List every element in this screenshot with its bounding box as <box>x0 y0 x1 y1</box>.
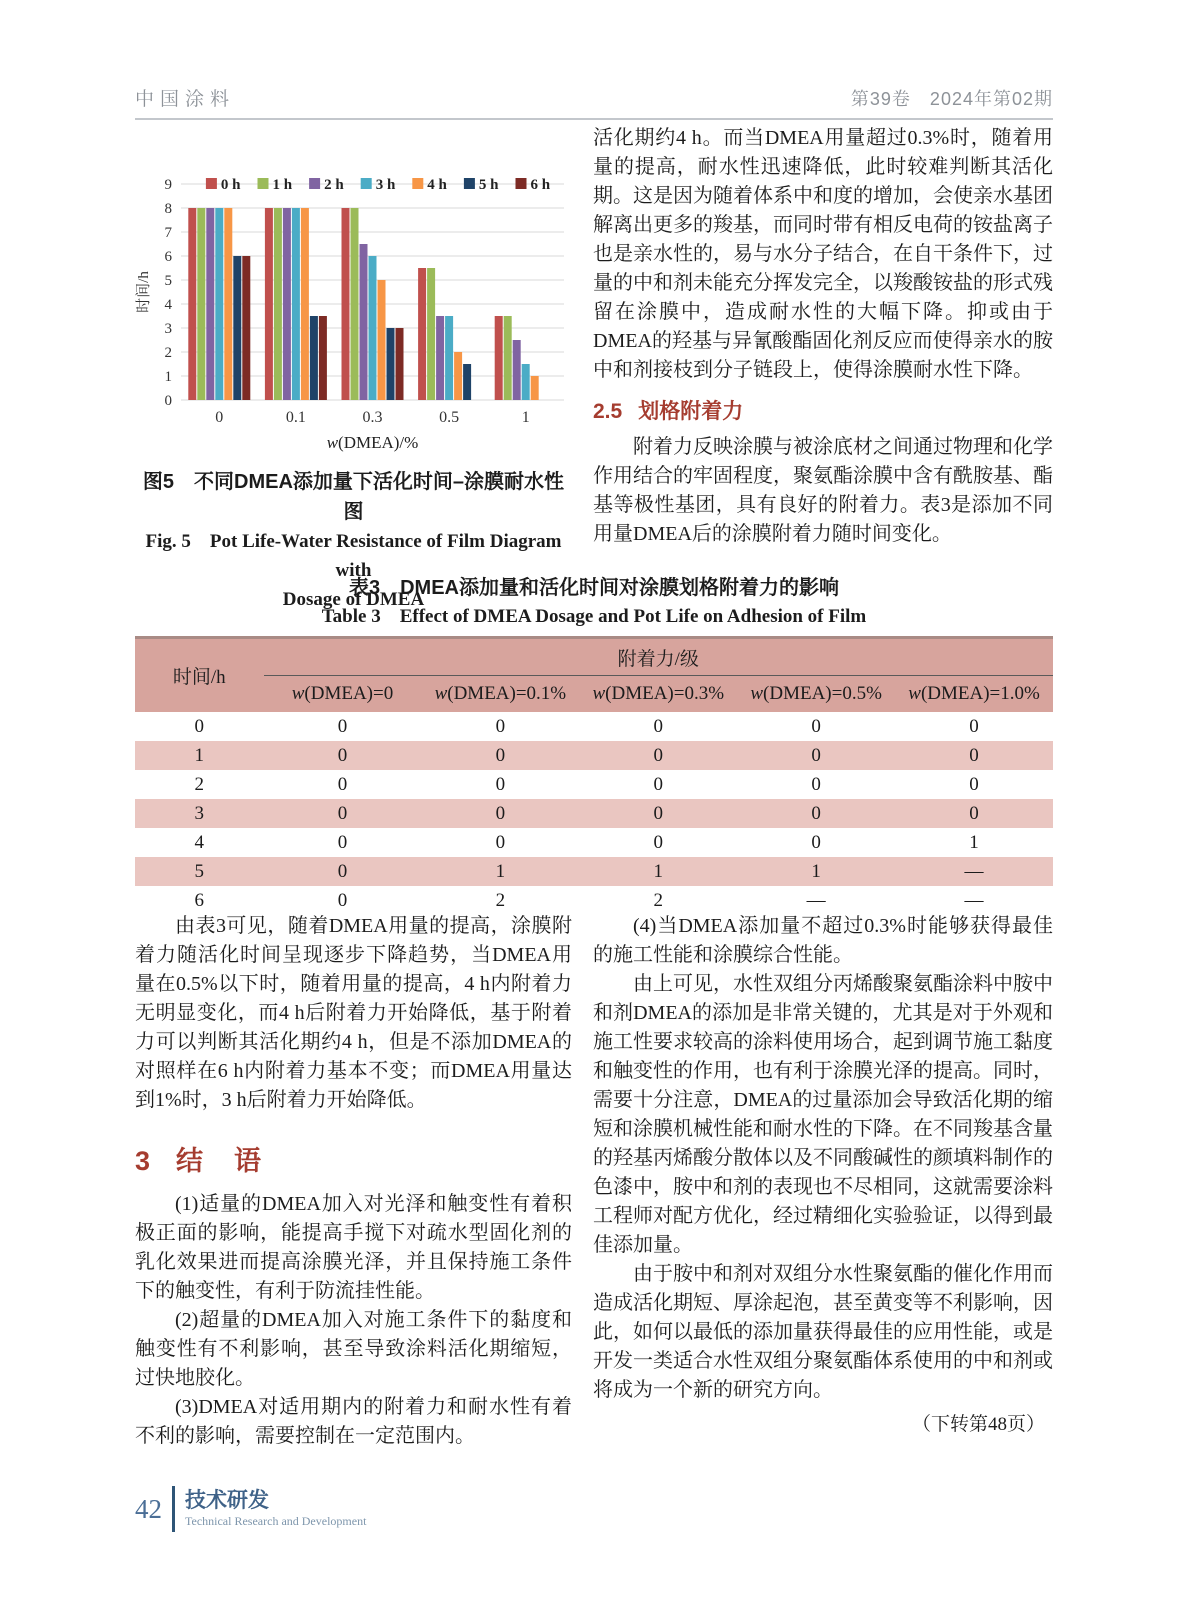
table-cell: 3 <box>194 802 204 824</box>
figure5-block <box>135 168 572 614</box>
bar-1h-cat0 <box>197 208 205 400</box>
paragraph-table3-discussion: 由表3可见，随着DMEA用量的提高，涂膜附着力随活化时间呈现逐步下降趋势，当DMEA用量在0.5%以下时，随着用量的提高，4 h内附着力无明显变化，而4 h后附着力开始降低，基于附着力可以判断其活化期约4 h，但是不添加DMEA的对照样在6 h内附着力基本不变；而DMEA用量达到1%时，3 h后附着力开始降低。 <box>135 915 572 1111</box>
footer-column <box>185 1489 366 1529</box>
x-tick-label: 0.5 <box>439 409 460 426</box>
table-cell: 0 <box>337 831 348 853</box>
bar-4h-cat4 <box>531 376 539 400</box>
table-cell: 0 <box>495 802 506 824</box>
table-cell: 4 <box>194 831 204 853</box>
table-cell: 0 <box>811 802 821 824</box>
paragraph-adhesion-intro: 附着力反映涂膜与被涂底材之间通过物理和化学作用结合的牢固程度，聚氨酯涂膜中含有酰胺基、酯基等极性基团，具有良好的附着力。表3是添加不同用量DMEA后的涂膜附着力随时间变化。 <box>593 436 1053 545</box>
table3-title-zh: 表3 DMEA添加量和活化时间对涂膜划格附着力的影响 <box>348 577 839 599</box>
bar-3h-cat4 <box>522 364 530 400</box>
table-cell: 0 <box>653 773 663 795</box>
bar-5h-cat3 <box>463 364 471 400</box>
table-cell: 0 <box>653 715 663 737</box>
legend-swatch-0h <box>206 178 217 189</box>
table-cell: 0 <box>969 802 979 824</box>
table-cell: 1 <box>495 860 506 882</box>
section-2-5-number: 2.5 <box>593 400 623 423</box>
section-2-5-heading <box>593 395 1053 425</box>
bar-2h-cat2 <box>360 244 368 400</box>
adhesion-table-body <box>135 712 1053 915</box>
bar-2h-cat4 <box>513 340 521 400</box>
table-cell: 0 <box>811 715 821 737</box>
y-tick-label: 6 <box>164 249 172 265</box>
table-cell: 5 <box>194 860 204 882</box>
x-tick-label: 0 <box>215 409 224 426</box>
table-cell: — <box>806 889 826 911</box>
bar-0h-cat2 <box>342 208 350 400</box>
table-cell: — <box>964 889 984 911</box>
table-cell: 0 <box>969 715 979 737</box>
table-row <box>135 886 1053 915</box>
y-axis-title: 时间/h <box>136 271 152 313</box>
table-cell: 0 <box>495 744 506 766</box>
table-subheader-dmea-0: w(DMEA)=0 <box>264 676 422 713</box>
footer-column-zh: 技术研发 <box>185 1489 269 1512</box>
y-tick-label: 3 <box>164 321 172 337</box>
y-tick-label: 2 <box>164 345 172 361</box>
legend-swatch-2h <box>309 178 320 189</box>
bar-0h-cat1 <box>265 208 273 400</box>
table-cell: 0 <box>194 715 204 737</box>
table-cell: 1 <box>969 831 979 853</box>
table-cell: 1 <box>194 744 204 766</box>
x-axis-title: w(DMEA)/% <box>326 433 419 452</box>
table-cell: 0 <box>653 802 663 824</box>
legend-swatch-4h <box>412 178 423 189</box>
section-2-5-title: 划格附着力 <box>638 400 744 423</box>
legend-label: 2 h <box>324 177 344 193</box>
table-cell: 0 <box>969 744 979 766</box>
left-column-bottom <box>135 912 572 1451</box>
bar-1h-cat3 <box>427 268 435 400</box>
table-cell: 0 <box>337 889 348 911</box>
table-cell: 0 <box>337 773 348 795</box>
table-row <box>135 741 1053 770</box>
table-subheader-dmea-4: w(DMEA)=1.0% <box>895 676 1053 713</box>
table-cell: 0 <box>337 860 348 882</box>
bar-6h-cat1 <box>319 316 327 400</box>
paragraph-summary-1: 由上可见，水性双组分丙烯酸聚氨酯涂料中胺中和剂DMEA的添加是非常关键的，尤其是对于外观和施工性要求较高的涂料使用场合，起到调节施工黏度和触变性的作用，也有利于涂膜光泽的提高。同时，需要十分注意，DMEA的过量添加会导致活化期的缩短和涂膜机械性能和耐水性的下降。在不同羧基含量的羟基丙烯酸分散体以及不同酸碱性的颜填料制作的色漆中，胺中和剂的表现也不尽相同，这就需要涂料工程师对配方优化，经过精细化实验验证，以得到最佳添加量。 <box>593 973 1053 1256</box>
page-footer <box>135 1486 366 1532</box>
table-cell: 0 <box>811 744 821 766</box>
paragraph-summary-2: 由于胺中和剂对双组分水性聚氨酯的催化作用而造成活化期短、厚涂起泡，甚至黄变等不利影响，因此，如何以最低的添加量获得最佳的应用性能，或是开发一类适合水性双组分聚氨酯体系使用的中和剂或将成为一个新的研究方向。 <box>593 1263 1053 1401</box>
bar-3h-cat3 <box>445 316 453 400</box>
right-column-top <box>593 124 1053 549</box>
table-subheader-dmea-2: w(DMEA)=0.3% <box>579 676 737 713</box>
journal-name: 中国涂料 <box>135 89 236 110</box>
bar-4h-cat0 <box>224 208 232 400</box>
table-row <box>135 857 1053 886</box>
y-tick-label: 5 <box>164 273 172 289</box>
right-column-bottom <box>593 912 1053 1436</box>
table-cell: 0 <box>337 802 348 824</box>
footer-divider <box>172 1486 175 1532</box>
conclusion-item-4: (4)当DMEA添加量不超过0.3%时能够获得最佳的施工性能和涂膜综合性能。 <box>593 915 1053 966</box>
bar-0h-cat0 <box>188 208 196 400</box>
bar-5h-cat1 <box>310 316 318 400</box>
y-tick-label: 4 <box>164 297 172 313</box>
legend-swatch-6h <box>516 178 527 189</box>
table-cell: 0 <box>653 744 663 766</box>
x-tick-label: 1 <box>521 409 530 426</box>
table-cell: 2 <box>194 773 204 795</box>
bar-5h-cat0 <box>233 256 241 400</box>
table-subheader-dmea-1: w(DMEA)=0.1% <box>421 676 579 713</box>
bar-2h-cat0 <box>206 208 214 400</box>
legend-label: 0 h <box>220 177 241 193</box>
legend-swatch-3h <box>361 178 372 189</box>
table-cell: 6 <box>194 889 204 911</box>
table-cell: 2 <box>653 889 663 911</box>
bar-2h-cat3 <box>436 316 444 400</box>
paragraph-pot-life: 活化期约4 h。而当DMEA用量超过0.3%时，随着用量的提高，耐水性迅速降低，此时较难判断其活化期。这是因为随着体系中和度的增加，会使亲水基团解离出更多的羧基，而同时带有相反电荷的铵盐离子也是亲水性的，易与水分子结合，在自干条件下，过量的中和剂未能充分挥发完全，以羧酸铵盐的形式残留在涂膜中，造成耐水性的大幅下降。抑或由于DMEA的羟基与异氰酸酯固化剂反应而使得亲水的胺中和剂接枝到分子链段上，使得涂膜耐水性下降。 <box>593 127 1053 381</box>
table-row <box>135 828 1053 857</box>
table-cell: 1 <box>653 860 663 882</box>
bar-6h-cat2 <box>396 328 404 400</box>
y-tick-label: 7 <box>164 225 172 241</box>
bar-4h-cat1 <box>301 208 309 400</box>
table-cell: 0 <box>495 831 506 853</box>
table-cell: 1 <box>811 860 821 882</box>
bar-4h-cat2 <box>378 280 386 400</box>
bar-chart <box>135 168 572 452</box>
legend-label: 4 h <box>427 177 447 193</box>
table-cell: 0 <box>811 773 821 795</box>
legend-swatch-1h <box>258 178 269 189</box>
bar-3h-cat0 <box>215 208 223 400</box>
figure-caption-zh: 图5 不同DMEA添加量下活化时间–涂膜耐水性图 <box>142 471 565 523</box>
table-cell: — <box>964 860 984 882</box>
table-header-time: 时间/h <box>135 638 264 713</box>
y-tick-label: 8 <box>164 201 172 217</box>
bar-4h-cat3 <box>454 352 462 400</box>
section-3-heading <box>135 1139 572 1178</box>
adhesion-table-head <box>135 638 1053 713</box>
table3-title-en: Table 3 Effect of DMEA Dosage and Pot Life on Adhesion of Film <box>321 606 867 627</box>
table-header-adhesion-group: 附着力/级 <box>264 638 1053 676</box>
issue-info: 第39卷 2024年第02期 <box>850 89 1053 109</box>
table-cell: 0 <box>969 773 979 795</box>
bar-0h-cat3 <box>418 268 426 400</box>
table-cell: 0 <box>337 744 348 766</box>
y-tick-label: 1 <box>164 369 172 385</box>
table-row <box>135 770 1053 799</box>
bar-5h-cat2 <box>387 328 395 400</box>
table-subheader-dmea-3: w(DMEA)=0.5% <box>737 676 895 713</box>
legend-swatch-5h <box>464 178 475 189</box>
bar-3h-cat2 <box>369 256 377 400</box>
table-cell: 0 <box>811 831 821 853</box>
bar-1h-cat1 <box>274 208 282 400</box>
table-cell: 0 <box>495 715 506 737</box>
y-tick-label: 9 <box>164 177 172 193</box>
table-cell: 0 <box>337 715 348 737</box>
conclusion-item-3: (3)DMEA对适用期内的附着力和耐水性有着不利的影响，需要控制在一定范围内。 <box>135 1396 572 1447</box>
legend-label: 6 h <box>530 177 551 193</box>
conclusion-item-2: (2)超量的DMEA加入对施工条件下的黏度和触变性有不利影响，甚至导致涂料活化期缩短，过快地胶化。 <box>135 1309 572 1389</box>
figure5-chart <box>135 168 572 457</box>
table-cell: 0 <box>495 773 506 795</box>
page-number: 42 <box>135 1493 162 1524</box>
bar-1h-cat4 <box>504 316 512 400</box>
figure-caption-en-line2: Dosage of DMEA <box>282 589 425 610</box>
figure-caption-en-line1: Fig. 5 Pot Life-Water Resistance of Film Diagram with <box>145 531 562 581</box>
legend-label: 1 h <box>272 177 293 193</box>
x-tick-label: 0.1 <box>285 409 306 426</box>
legend-label: 3 h <box>375 177 396 193</box>
section-3-title: 结 语 <box>176 1146 264 1176</box>
table3-block <box>135 574 1053 915</box>
footer-column-en: Technical Research and Development <box>185 1514 367 1528</box>
bar-2h-cat1 <box>283 208 291 400</box>
bar-6h-cat0 <box>242 256 250 400</box>
y-tick-label: 0 <box>164 393 172 409</box>
table-row <box>135 712 1053 741</box>
legend-label: 5 h <box>478 177 499 193</box>
table-cell: 2 <box>495 889 506 911</box>
page-header <box>135 84 1053 120</box>
table-cell: 0 <box>653 831 663 853</box>
conclusion-item-1: (1)适量的DMEA加入对光泽和触变性有着积极正面的影响，能提高手搅下对疏水型固化剂的乳化效果进而提高涂膜光泽，并且保持施工条件下的触变性，有利于防流挂性能。 <box>135 1193 572 1302</box>
section-3-number: 3 <box>135 1146 153 1176</box>
table-row <box>135 799 1053 828</box>
adhesion-table <box>135 636 1053 915</box>
x-tick-label: 0.3 <box>362 409 383 426</box>
bar-3h-cat1 <box>292 208 300 400</box>
bar-1h-cat2 <box>351 208 359 400</box>
continuation-note: （下转第48页） <box>911 1414 1045 1435</box>
bar-0h-cat4 <box>495 316 503 400</box>
